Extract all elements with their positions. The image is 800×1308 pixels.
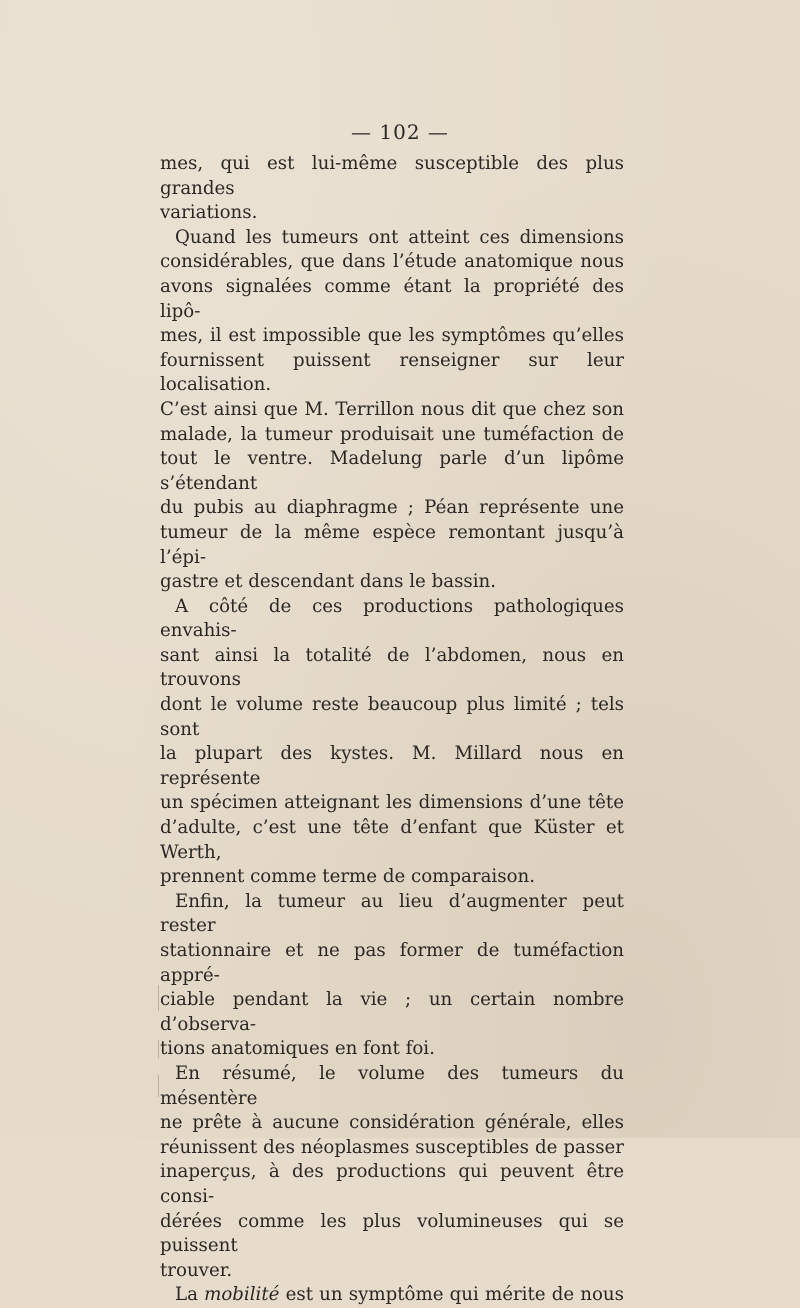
margin-mark	[158, 985, 159, 1011]
text-line: C’est ainsi que M. Terrillon nous dit que chez son	[160, 398, 624, 420]
text-line: inaperçus, à des productions qui peuvent être consi-	[160, 1161, 624, 1207]
text-line: d’adulte, c’est une tête d’enfant que Küster et Werth,	[160, 817, 624, 863]
emphasized-word: mobilité	[204, 1284, 280, 1306]
text-line: Enfin, la tumeur au lieu d’augmenter peut rester	[160, 890, 624, 937]
text-line: avons signalées comme étant la propriété des lipô-	[160, 275, 624, 322]
final-line-before: La	[175, 1284, 198, 1306]
text-line: la plupart des kystes. M. Millard nous en représente	[160, 743, 624, 789]
text-line: stationnaire et ne pas former de tuméfaction appré-	[160, 940, 624, 986]
margin-mark	[158, 1040, 159, 1058]
text-line: variations.	[160, 202, 258, 224]
text-line: sant ainsi la totalité de l’abdomen, nous en trouvons	[160, 644, 624, 691]
body-text	[160, 152, 624, 1308]
text-line: du pubis au diaphragme ; Péan représente une	[160, 497, 624, 519]
text-line: fournissent puissent renseigner sur leur localisation.	[160, 349, 624, 396]
text-line: tumeur de la même espèce remontant jusqu’à l’épi-	[160, 521, 624, 568]
text-line: mes, qui est lui-même susceptible des plus grandes	[160, 153, 624, 199]
text-line: considérables, que dans l’étude anatomique nous	[160, 251, 624, 273]
text-line: A côté de ces productions pathologiques envahis-	[160, 595, 624, 642]
text-line: prennent comme terme de comparaison.	[160, 866, 536, 888]
text-line: un spécimen atteignant les dimensions d’une tête	[160, 792, 624, 814]
text-line: malade, la tumeur produisait une tuméfaction de	[160, 423, 624, 445]
text-line: gastre et descendant dans le bassin.	[160, 571, 497, 593]
text-line: mes, il est impossible que les symptômes qu’elles	[160, 325, 624, 347]
text-line: dérées comme les plus volumineuses qui se puissent	[160, 1210, 624, 1257]
text-line: trouver.	[160, 1259, 233, 1281]
text-line: ne prête à aucune considération générale, elles	[160, 1112, 624, 1134]
page-number: — 102 —	[351, 120, 449, 144]
text-line: ciable pendant la vie ; un certain nombre d’observa-	[160, 989, 624, 1035]
text-line: tout le ventre. Madelung parle d’un lipôme s’étendant	[160, 448, 624, 494]
text-line: Quand les tumeurs ont atteint ces dimensions	[175, 226, 624, 248]
text-line: dont le volume reste beaucoup plus limité ; tels sont	[160, 694, 624, 740]
text-line-final	[160, 1283, 624, 1308]
final-line-after: est un symptôme qui mérite de nous	[285, 1284, 624, 1306]
text-line: En résumé, le volume des tumeurs du mésentère	[160, 1062, 624, 1109]
text-line: réunissent des néoplasmes susceptibles de passer	[160, 1136, 624, 1158]
margin-mark	[158, 1075, 159, 1097]
text-line: tions anatomiques en font foi.	[160, 1038, 435, 1060]
